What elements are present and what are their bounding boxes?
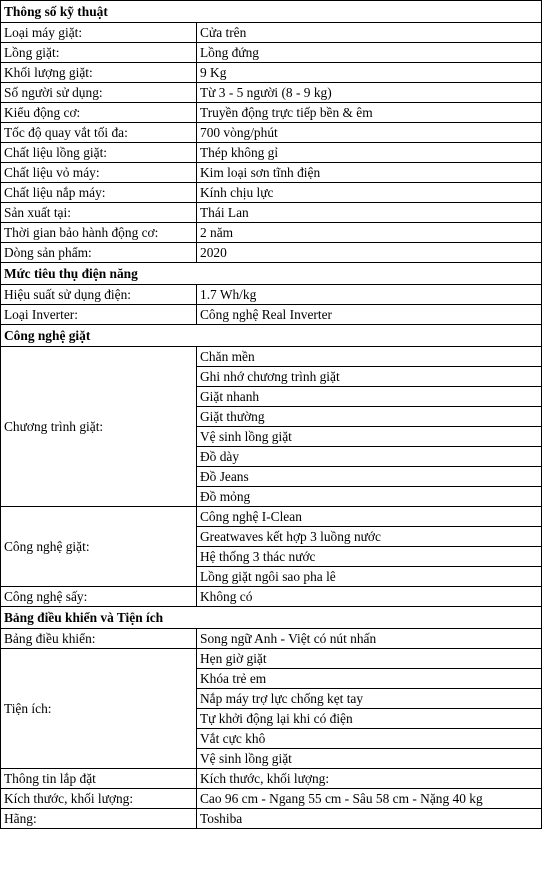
section-title: Mức tiêu thụ điện năng [1,263,542,285]
spec-value: Từ 3 - 5 người (8 - 9 kg) [197,83,542,103]
spec-label: Dòng sản phẩm: [1,243,197,263]
table-row [1,163,542,183]
spec-table-body [1,1,542,829]
spec-value: Giặt thường [197,407,542,427]
spec-label: Kích thước, khối lượng: [1,789,197,809]
table-row [1,63,542,83]
spec-value: Ghi nhớ chương trình giặt [197,367,542,387]
spec-value: Vệ sinh lồng giặt [197,749,542,769]
spec-value: 9 Kg [197,63,542,83]
spec-label: Chương trình giặt: [1,347,197,507]
spec-value: Song ngữ Anh - Việt có nút nhấn [197,629,542,649]
spec-label: Bảng điều khiển: [1,629,197,649]
spec-label: Loại máy giặt: [1,23,197,43]
table-row [1,183,542,203]
table-row [1,43,542,63]
spec-value: Truyền động trực tiếp bền & êm [197,103,542,123]
spec-value: Greatwaves kết hợp 3 luồng nước [197,527,542,547]
spec-value: Cửa trên [197,23,542,43]
spec-label: Chất liệu lồng giặt: [1,143,197,163]
spec-value: Thép không gỉ [197,143,542,163]
spec-value: Lồng đứng [197,43,542,63]
table-row [1,507,542,527]
table-row [1,649,542,669]
section-header-row [1,325,542,347]
section-header-row [1,1,542,23]
spec-value: 2020 [197,243,542,263]
spec-value: Đồ mỏng [197,487,542,507]
table-row [1,305,542,325]
section-title: Bảng điều khiển và Tiện ích [1,607,542,629]
spec-label: Công nghệ giặt: [1,507,197,587]
section-header-row [1,607,542,629]
spec-value: Kính chịu lực [197,183,542,203]
spec-value: 700 vòng/phút [197,123,542,143]
spec-label: Số người sử dụng: [1,83,197,103]
table-row [1,143,542,163]
spec-value: Chăn mền [197,347,542,367]
section-title: Công nghệ giặt [1,325,542,347]
spec-value: Kích thước, khối lượng: [197,769,542,789]
table-row [1,243,542,263]
spec-label: Khối lượng giặt: [1,63,197,83]
spec-value: Đồ dày [197,447,542,467]
spec-label: Tốc độ quay vắt tối đa: [1,123,197,143]
table-row [1,769,542,789]
spec-value: Công nghệ I-Clean [197,507,542,527]
spec-label: Chất liệu nắp máy: [1,183,197,203]
spec-value: Cao 96 cm - Ngang 55 cm - Sâu 58 cm - Nặng 40 kg [197,789,542,809]
spec-value: 2 năm [197,223,542,243]
table-row [1,587,542,607]
spec-value: Giặt nhanh [197,387,542,407]
table-row [1,629,542,649]
spec-label: Tiện ích: [1,649,197,769]
spec-value: Công nghệ Real Inverter [197,305,542,325]
spec-value: Lồng giặt ngôi sao pha lê [197,567,542,587]
spec-value: Không có [197,587,542,607]
spec-label: Kiểu động cơ: [1,103,197,123]
spec-value: Vắt cực khô [197,729,542,749]
spec-label: Thời gian bảo hành động cơ: [1,223,197,243]
spec-value: Hẹn giờ giặt [197,649,542,669]
spec-value: Kim loại sơn tĩnh điện [197,163,542,183]
spec-label: Sản xuất tại: [1,203,197,223]
table-row [1,83,542,103]
spec-label: Loại Inverter: [1,305,197,325]
spec-value: Tự khởi động lại khi có điện [197,709,542,729]
spec-value: Toshiba [197,809,542,829]
table-row [1,23,542,43]
spec-value: Thái Lan [197,203,542,223]
spec-label: Hiệu suất sử dụng điện: [1,285,197,305]
spec-label: Hãng: [1,809,197,829]
spec-label: Chất liệu vỏ máy: [1,163,197,183]
spec-value: Đồ Jeans [197,467,542,487]
table-row [1,285,542,305]
table-row [1,123,542,143]
table-row [1,347,542,367]
spec-label: Thông tin lắp đặt [1,769,197,789]
table-row [1,203,542,223]
spec-value: Vệ sinh lồng giặt [197,427,542,447]
spec-label: Lồng giặt: [1,43,197,63]
spec-value: Khóa trẻ em [197,669,542,689]
table-row [1,809,542,829]
section-title: Thông số kỹ thuật [1,1,542,23]
spec-value: Hệ thống 3 thác nước [197,547,542,567]
spec-label: Công nghệ sấy: [1,587,197,607]
section-header-row [1,263,542,285]
table-row [1,103,542,123]
table-row [1,223,542,243]
table-row [1,789,542,809]
spec-value: Nắp máy trợ lực chống kẹt tay [197,689,542,709]
spec-value: 1.7 Wh/kg [197,285,542,305]
